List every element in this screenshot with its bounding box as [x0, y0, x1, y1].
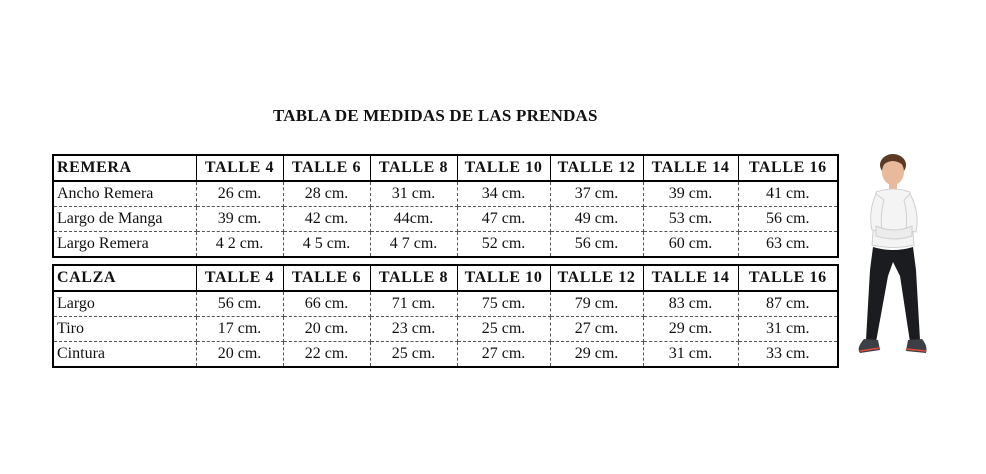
calza-header-label: CALZA — [53, 265, 196, 291]
measure-cell: 37 cm. — [550, 181, 643, 207]
measure-cell: 56 cm. — [550, 232, 643, 258]
calza-size-table — [52, 264, 839, 368]
table-row — [53, 207, 838, 232]
measure-cell: 20 cm. — [196, 342, 283, 368]
size-header: TALLE 6 — [283, 265, 370, 291]
measure-cell: 26 cm. — [196, 181, 283, 207]
size-header: TALLE 16 — [738, 265, 838, 291]
row-label: Tiro — [53, 317, 196, 342]
measure-cell: 22 cm. — [283, 342, 370, 368]
size-header: TALLE 6 — [283, 155, 370, 181]
measure-cell: 42 cm. — [283, 207, 370, 232]
measure-cell: 25 cm. — [370, 342, 457, 368]
measure-cell: 79 cm. — [550, 291, 643, 317]
row-label: Ancho Remera — [53, 181, 196, 207]
measure-cell: 52 cm. — [457, 232, 550, 258]
table-row — [53, 317, 838, 342]
measure-cell: 31 cm. — [643, 342, 738, 368]
measure-cell: 53 cm. — [643, 207, 738, 232]
measure-cell: 60 cm. — [643, 232, 738, 258]
page-title: TABLA DE MEDIDAS DE LAS PRENDAS — [273, 106, 598, 125]
measure-cell: 75 cm. — [457, 291, 550, 317]
measure-cell: 39 cm. — [643, 181, 738, 207]
size-header: TALLE 14 — [643, 265, 738, 291]
table-row — [53, 342, 838, 368]
measure-cell: 29 cm. — [643, 317, 738, 342]
row-label: Largo de Manga — [53, 207, 196, 232]
table-row — [53, 232, 838, 258]
measure-cell: 4 2 cm. — [196, 232, 283, 258]
remera-header-row — [53, 155, 838, 181]
measure-cell: 47 cm. — [457, 207, 550, 232]
table-row — [53, 181, 838, 207]
measure-cell: 31 cm. — [370, 181, 457, 207]
measure-cell: 71 cm. — [370, 291, 457, 317]
size-header: TALLE 8 — [370, 265, 457, 291]
measure-cell: 17 cm. — [196, 317, 283, 342]
remera-header-label: REMERA — [53, 155, 196, 181]
measure-cell: 27 cm. — [457, 342, 550, 368]
measure-cell: 20 cm. — [283, 317, 370, 342]
row-label: Largo Remera — [53, 232, 196, 258]
measure-cell: 83 cm. — [643, 291, 738, 317]
measure-cell: 56 cm. — [738, 207, 838, 232]
size-header: TALLE 8 — [370, 155, 457, 181]
size-header: TALLE 12 — [550, 155, 643, 181]
measure-cell: 66 cm. — [283, 291, 370, 317]
size-header: TALLE 4 — [196, 155, 283, 181]
measure-cell: 34 cm. — [457, 181, 550, 207]
row-label: Cintura — [53, 342, 196, 368]
measure-cell: 63 cm. — [738, 232, 838, 258]
measure-cell: 28 cm. — [283, 181, 370, 207]
measure-cell: 31 cm. — [738, 317, 838, 342]
size-header: TALLE 16 — [738, 155, 838, 181]
calza-header-row — [53, 265, 838, 291]
measure-cell: 87 cm. — [738, 291, 838, 317]
size-header: TALLE 10 — [457, 265, 550, 291]
size-header: TALLE 14 — [643, 155, 738, 181]
child-model-illustration — [838, 150, 948, 365]
size-header: TALLE 12 — [550, 265, 643, 291]
measure-cell: 4 7 cm. — [370, 232, 457, 258]
measure-cell: 23 cm. — [370, 317, 457, 342]
measure-cell: 27 cm. — [550, 317, 643, 342]
measure-cell: 33 cm. — [738, 342, 838, 368]
measure-cell: 44cm. — [370, 207, 457, 232]
size-header: TALLE 10 — [457, 155, 550, 181]
measure-cell: 4 5 cm. — [283, 232, 370, 258]
measure-cell: 41 cm. — [738, 181, 838, 207]
measure-cell: 25 cm. — [457, 317, 550, 342]
measure-cell: 49 cm. — [550, 207, 643, 232]
measure-cell: 56 cm. — [196, 291, 283, 317]
leggings — [866, 247, 920, 342]
measure-cell: 29 cm. — [550, 342, 643, 368]
size-header: TALLE 4 — [196, 265, 283, 291]
row-label: Largo — [53, 291, 196, 317]
table-row — [53, 291, 838, 317]
remera-size-table — [52, 154, 839, 258]
measure-cell: 39 cm. — [196, 207, 283, 232]
